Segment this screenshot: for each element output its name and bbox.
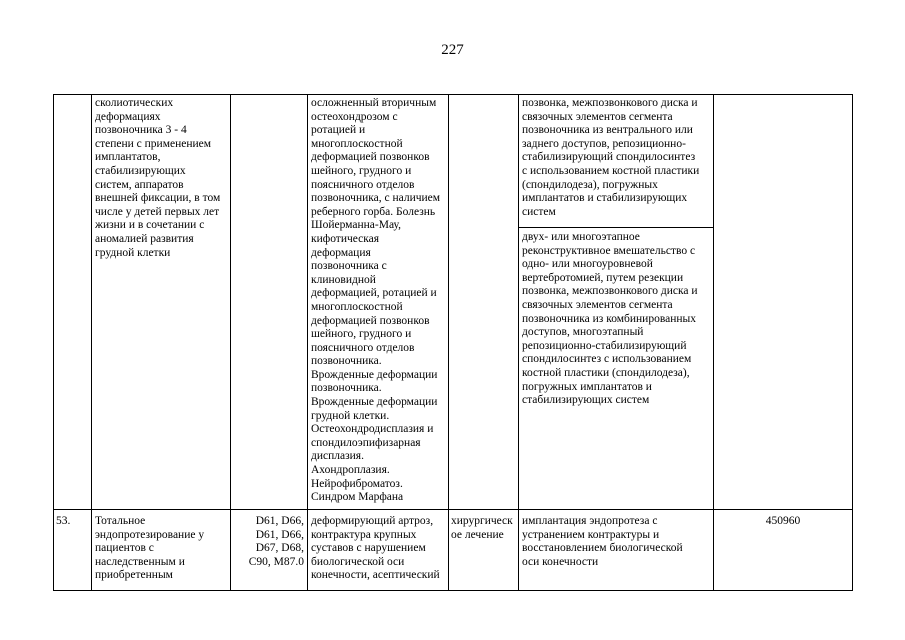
cell-price: 450960 xyxy=(765,515,801,527)
cell-model: деформирующий артроз, контрактура крупных суставов с нарушением биологической оси конечности, асептический xyxy=(311,515,440,582)
cell-name: Тотальное эндопротезирование у пациентов с наследственным и приобретенным xyxy=(95,515,205,582)
table-bottom-border xyxy=(53,590,853,591)
table-top-border xyxy=(53,94,853,95)
cell-treatment: хирургическ ое лечение xyxy=(451,515,513,541)
col-border-7 xyxy=(852,94,853,591)
cell-name: сколиотических деформациях позвоночника 3 - 4 степени с применением имплантатов, стабилизирующих систем, аппаратов внешней фиксации, в том числе у детей первых лет жизни и в сочетании с аномалией развития грудной клетки xyxy=(95,97,221,259)
col-border-5 xyxy=(518,94,519,591)
row-divider xyxy=(53,509,853,510)
cell-number: 53. xyxy=(56,515,71,527)
col-border-1 xyxy=(91,94,92,591)
cell-method: имплантация эндопротеза с устранением контрактуры и восстановлением биологической оси конечности xyxy=(522,515,683,568)
page-number: 227 xyxy=(441,42,464,58)
cell-model: осложненный вторичным остеохондрозом с ротацией и многоплоскостной деформацией позвонков шейного, грудного и поясничного отделов позвоночника, с наличием реберного горба. Болезнь Шойерманна-Мау, кифотическая деформация позвоночника с клиновидной деформацией, ротацией и многоплоскостной деформацией позвонков шейного, грудного и поясничного отделов позвоночника. Врожденные деформации позвоночника. Врожденные деформации грудной клетки. Остеохондродисплазия и спондилоэпифизарная дисплазия. Ахондроплазия. Нейрофиброматоз. Синдром Марфана xyxy=(311,97,441,504)
cell-method: позвонка, межпозвонкового диска и связочных элементов сегмента позвоночника из вентрального или заднего доступов, репозиционно- стабилизирующий спондилосинтез с использованием костной пластики (спондилодеза), погружных имплантатов и стабилизирующих систем xyxy=(522,97,700,218)
cell-codes: D61, D66, D61, D66, D67, D68, C90, M87.0 xyxy=(248,515,304,568)
cell-method: двух- или многоэтапное реконструктивное вмешательство с одно- или многоуровневой вертебротомией, путем резекции позвонка, межпозвонкового диска и связочных элементов сегмента позвоночника из комбинированных доступов, многоэтапный репозиционно-стабилизирующий спондилосинтез с использованием костной пластики (спондилодеза), погружных имплантатов и стабилизирующих систем xyxy=(522,231,698,407)
method-split-border xyxy=(518,227,713,228)
col-border-3 xyxy=(307,94,308,591)
col-border-2 xyxy=(230,94,231,591)
col-border-0 xyxy=(53,94,54,591)
col-border-4 xyxy=(448,94,449,591)
